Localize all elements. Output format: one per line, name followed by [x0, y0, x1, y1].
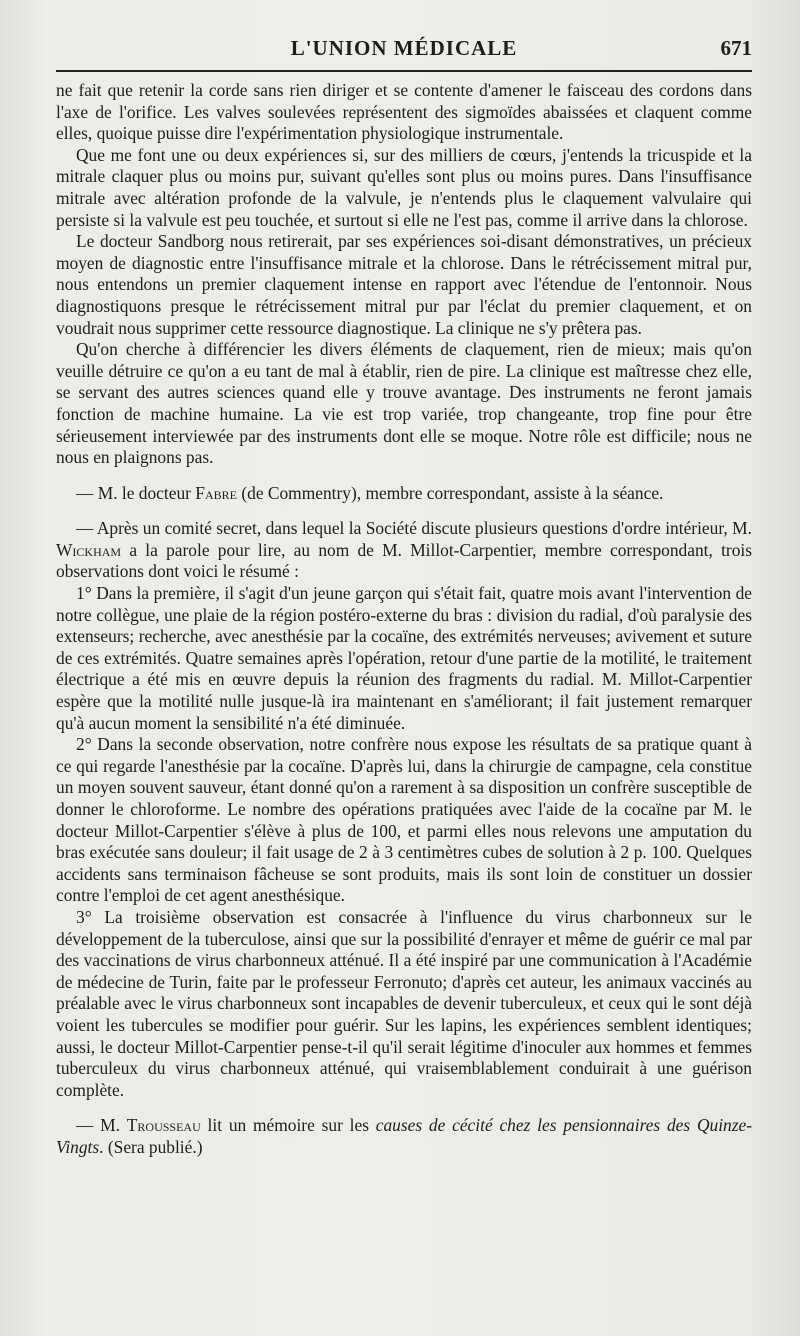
- paragraph-4: Qu'on cherche à différencier les divers éléments de claquement, rien de mieux; mais qu'on veuille détruire ce qu'on a eu tant de mal à établir, rien de pire. La clinique est maîtresse chez elle, se servant des autres sciences quand elle y trouve avantage. Des instruments ne feront jamais fonction de machine humaine. La vie est trop variée, trop changeante, trop fine pour être sérieusement interviewée par des instruments dont elle se moque. Notre rôle est difficile; nous ne nous en plaignons pas.: [56, 339, 752, 468]
- text-segment: — M.: [76, 1115, 127, 1136]
- memoir-title: causes de cécité chez les pensionnaires des Quinze-Vingts: [56, 1115, 752, 1157]
- paragraph-1: ne fait que retenir la corde sans rien diriger et se contente d'amener le faisceau des cordons dans l'axe de l'orifice. Les valves soulevées représentent des sigmoïdes abaissées et claquent comme elles, quoique puisse dire l'expérimentation physiologique instrumentale.: [56, 80, 752, 144]
- text-segment: a la parole pour lire, au nom de M. Millot-Carpentier, membre correspondant, trois observations dont voici le résumé :: [56, 539, 752, 582]
- observation-1: 1° Dans la première, il s'agit d'un jeune garçon qui s'était fait, quatre mois avant l'intervention de notre collègue, une plaie de la région postéro-externe du bras : division du radial, d'où paralysie des extenseurs; recherche, avec anesthésie par la cocaïne, des extrémités nerveuses; avivement et suture de ces extrémités. Quatre semaines après l'opération, retour d'une partie de la motilité, le traitement électrique a été mis en œuvre depuis la réunion des fragments du radial. M. Millot-Carpentier espère que la motilité nulle jusque-là ira maintenant en s'améliorant; il fait justement remarquer qu'à aucun moment la sensibilité n'a été diminuée.: [56, 583, 752, 733]
- article-body: [56, 80, 752, 1159]
- paragraph-comite-secret: [56, 518, 752, 583]
- text-segment: — Après un comité secret, dans lequel la Société discute plusieurs questions d'ordre intérieur, M.: [76, 518, 752, 539]
- person-name-fabre: Fabre: [195, 482, 237, 503]
- paragraph-2: Que me font une ou deux expériences si, sur des milliers de cœurs, j'entends la tricuspide et la mitrale claquer plus ou moins pur, suivant qu'elles sont plus ou moins pures. Dans l'insuffisance mitrale avec altération profonde de la valvule, je n'entends plus le claquement valvulaire qui persiste si la valvule est peu touchée, et surtout si elle ne l'est pas, comme il arrive dans la chlorose.: [56, 144, 752, 230]
- journal-title: L'UNION MÉDICALE: [290, 36, 518, 60]
- observation-2: 2° Dans la seconde observation, notre confrère nous expose les résultats de sa pratique quant à ce qui regarde l'anesthésie par la cocaïne. D'après lui, dans la chirurgie de campagne, cela constitue un moyen souvent sauveur, étant donné qu'on a rarement à sa disposition un confrère susceptible de donner le chloroforme. Le nombre des opérations pratiquées avec l'aide de la cocaïne par M. le docteur Millot-Carpentier s'élève à plus de 100, et parmi elles nous relevons une amputation du bras exécutée sans douleur; il fait usage de 2 à 3 centimètres cubes de solution à 2 p. 100. Quelques accidents sans terminaison fâcheuse se sont produits, mais ils sont loin de constituer un dossier contre l'emploi de cet agent anesthésique.: [56, 734, 752, 906]
- page-number: 671: [720, 36, 752, 60]
- text-segment: — M. le docteur: [76, 482, 196, 503]
- text-segment: lit un mémoire sur les: [200, 1115, 376, 1136]
- observation-3: 3° La troisième observation est consacrée à l'influence du virus charbonneux sur le développement de la tuberculose, ainsi que sur la possibilité d'enrayer et même de guérir ce mal par des vaccinations de virus charbonneux atténué. Il a été inspiré par une communication à l'Académie de médecine de Turin, faite par le professeur Ferronuto; d'après cet auteur, les animaux vaccinés au préalable avec le virus charbonneux sont incapables de devenir tuberculeux, et ceux qui le sont déjà voient les tubercules se modifier pour guérir. Sur les lapins, les expériences semblent identiques; aussi, le docteur Millot-Carpentier pense-t-il qu'il serait légitime d'inoculer aux hommes et femmes tuberculeux du virus charbonneux atténué, qui vraisemblablement conduirait à une guérison complète.: [56, 906, 752, 1100]
- text-segment: (de Commentry), membre correspondant, assiste à la séance.: [236, 482, 664, 503]
- paragraph-3: Le docteur Sandborg nous retirerait, par ses expériences soi-disant démonstratives, un précieux moyen de diagnostic entre l'insuffisance mitrale et la chlorose. Dans le rétrécissement mitral pur, nous entendons un premier claquement intense en rapport avec l'étendue de l'entonnoir. Nous diagnostiquons presque le rétrécissement mitral pur par l'éclat du premier claquement, et on voudrait nous supprimer cette ressource diagnostique. La clinique ne s'y prêtera pas.: [56, 231, 752, 338]
- running-header: [56, 30, 752, 72]
- person-name-trousseau: Trousseau: [126, 1115, 201, 1136]
- person-name-wickham: Wickham: [56, 539, 122, 560]
- paragraph-fabre-attendance: [56, 483, 752, 505]
- text-segment: . (Sera publié.): [99, 1136, 203, 1157]
- paragraph-trousseau: [56, 1115, 752, 1158]
